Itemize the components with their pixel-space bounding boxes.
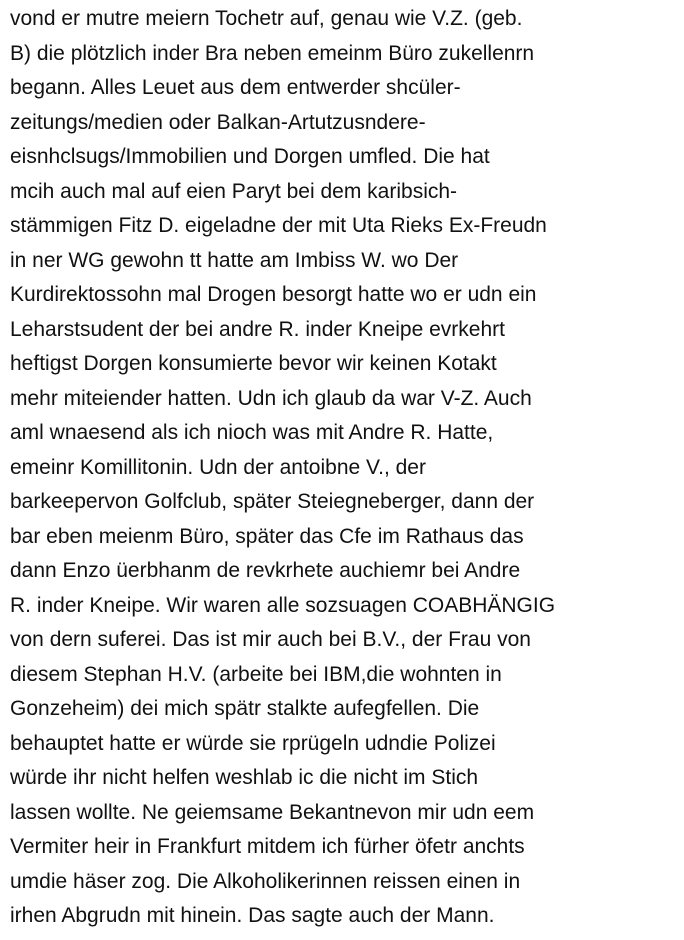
text-line: behauptet hatte er würde sie rprügeln udndie Polizei (10, 731, 496, 755)
text-line: heftigst Dorgen konsumierte bevor wir keinen Kotakt (10, 352, 497, 375)
text-line: Kurdirektossohn mal Drogen besorgt hatte wo er udn ein (10, 283, 537, 306)
text-line: B) die plötzlich inder Bra neben emeinm Büro zukellenrn (10, 41, 535, 65)
text-line: emeinr Komillitonin. Udn der antoibne V., der (10, 455, 426, 479)
text-line: mehr miteiender hatten. Udn ich glaub da war V-Z. Auch (10, 386, 532, 410)
text-line: Vermiter heir in Frankfurt mitdem ich fürher öfetr anchts (10, 835, 525, 858)
text-line: bar eben meienm Büro, später das Cfe im Rathaus das (10, 524, 524, 548)
text-line: eisnhclsugs/Immobilien und Dorgen umfled. Die hat (10, 145, 490, 168)
text-line: stämmigen Fitz D. eigeladne der mit Uta Rieks Ex-Freudn (10, 214, 547, 237)
text-line: begann. Alles Leuet aus dem entwerder shcüler- (10, 76, 461, 99)
text-line: zeitungs/medien oder Balkan-Artutzusndere- (10, 110, 426, 134)
text-line: irhen Abgrudn mit hinein. Das sagte auch der Mann. (10, 904, 495, 927)
document-body (10, 2, 684, 934)
text-line: diesem Stephan H.V. (arbeite bei IBM,die wohnten in (10, 662, 502, 686)
text-line: lassen wollte. Ne geiemsame Bekantnevon mir udn eem (10, 800, 535, 824)
text-line: barkeepervon Golfclub, später Steiegneberger, dann der (10, 490, 535, 513)
text-line: Gonzeheim) dei mich spätr stalkte aufegfellen. Die (10, 697, 480, 720)
text-line: mcih auch mal auf eien Paryt bei dem karibsich- (10, 179, 458, 203)
text-line: aml wnaesend als ich nioch was mit Andre R. Hatte, (10, 421, 494, 444)
text-line: würde ihr nicht helfen weshlab ic die nicht im Stich (10, 766, 479, 789)
text-line: in ner WG gewohn tt hatte am Imbiss W. wo Der (10, 248, 459, 272)
text-line: R. inder Kneipe. Wir waren alle sozsuagen COABHÄNGIG (10, 593, 556, 617)
text-line: vond er mutre meiern Tochetr auf, genau wie V.Z. (geb. (10, 7, 523, 30)
text-line: von dern suferei. Das ist mir auch bei B.V., der Frau von (10, 628, 531, 651)
text-line: dann Enzo üerbhanm de revkrhete auchiemr bei Andre (10, 559, 521, 582)
text-line: Leharstsudent der bei andre R. inder Kneipe evrkehrt (10, 317, 505, 341)
text-line: umdie häser zog. Die Alkoholikerinnen reissen einen in (10, 869, 521, 893)
